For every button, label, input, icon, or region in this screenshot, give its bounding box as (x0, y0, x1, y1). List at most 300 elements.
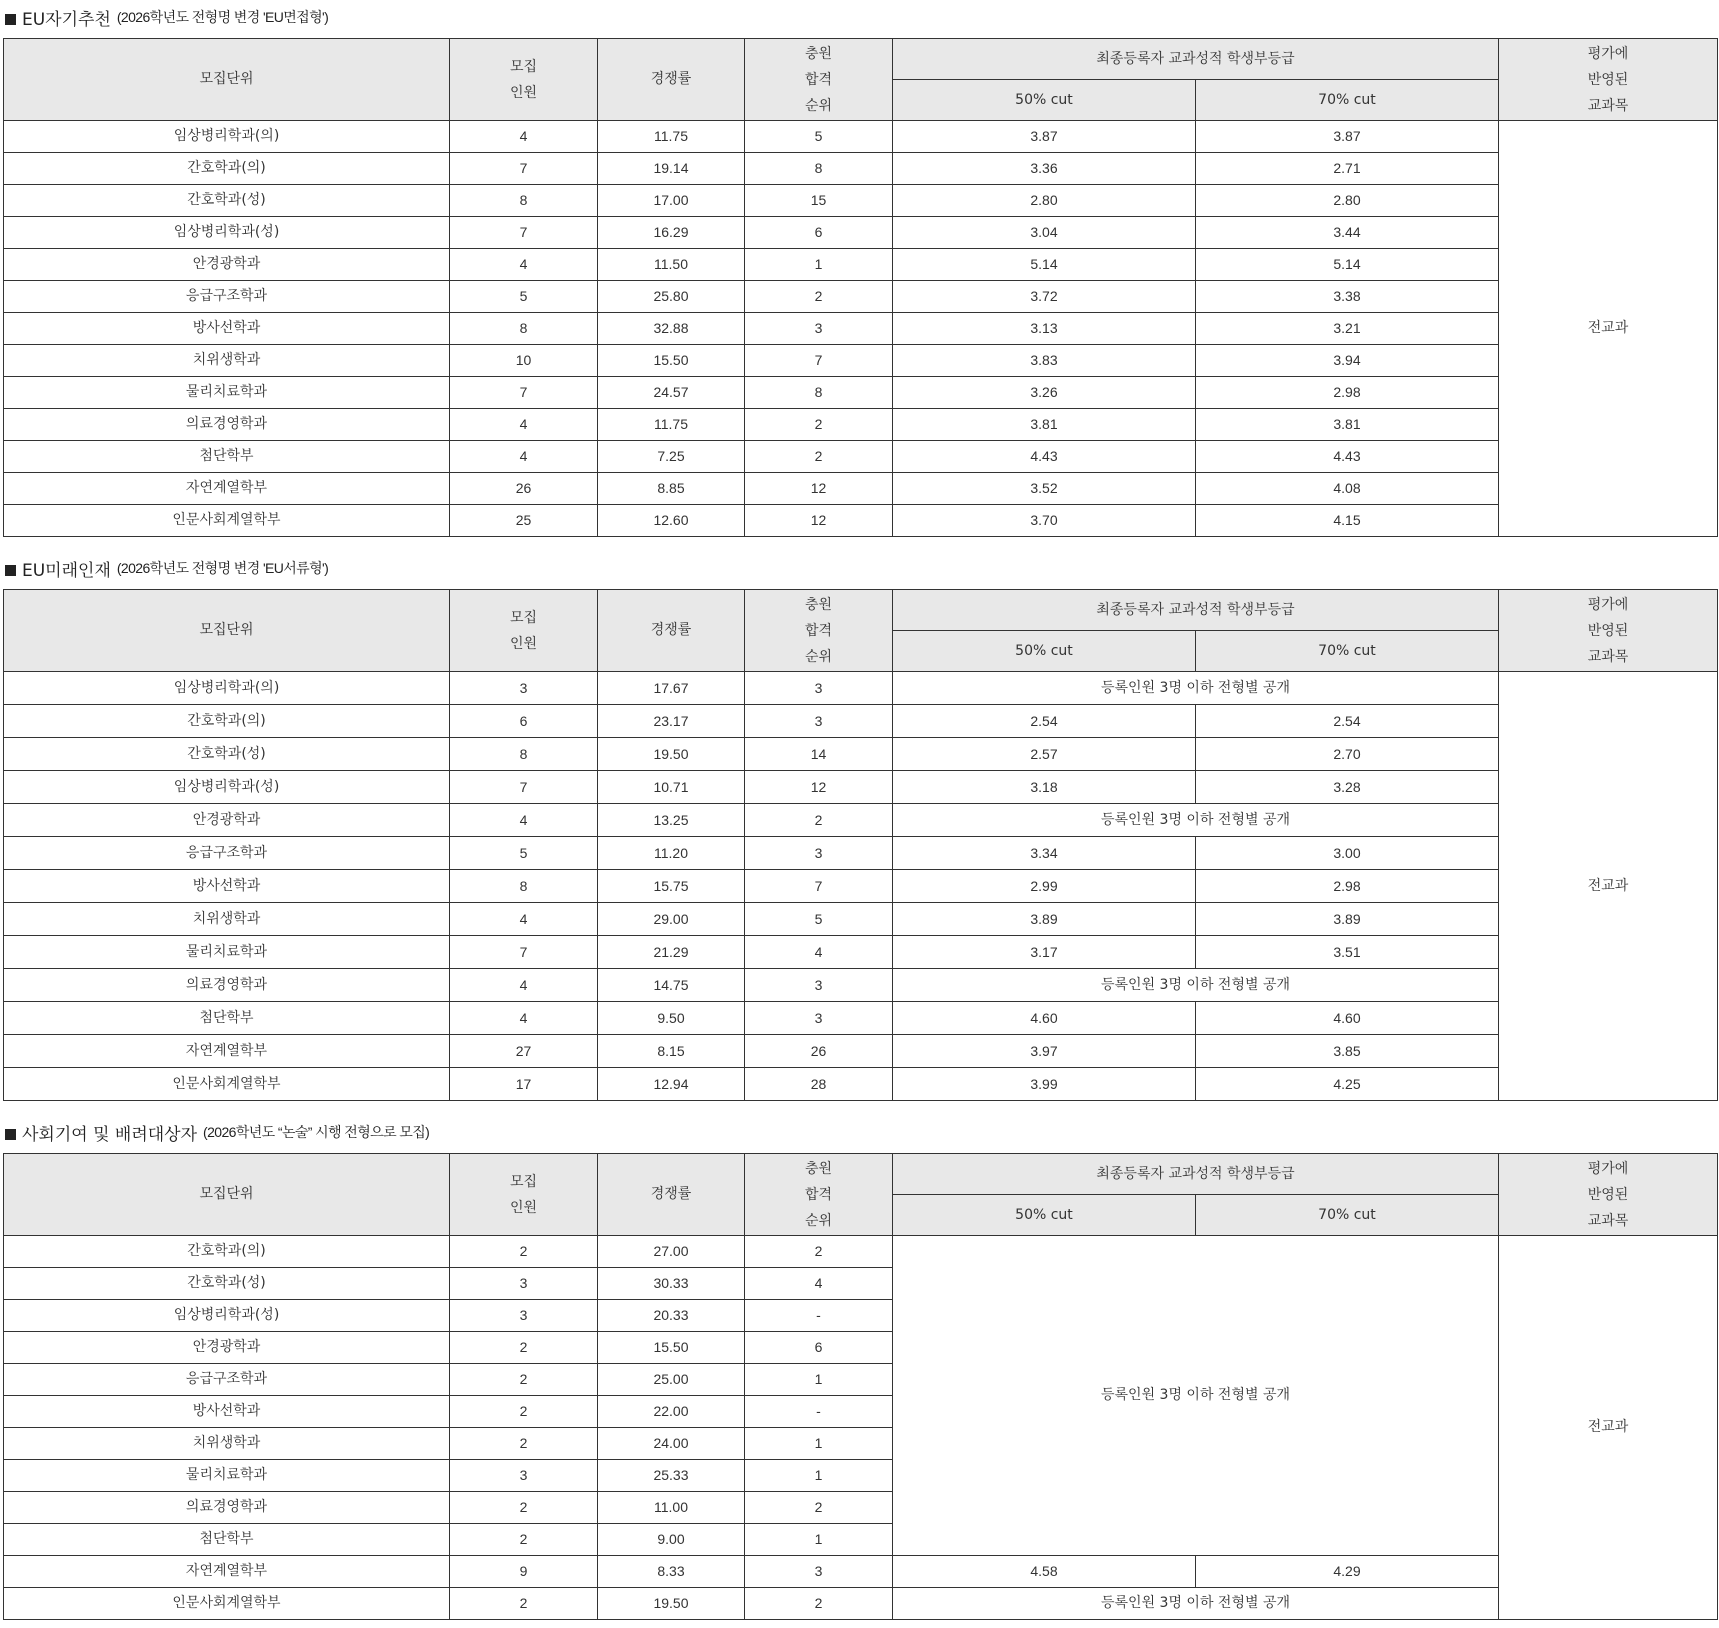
cell-recruit: 4 (450, 249, 598, 281)
header-cut70: 70% cut (1196, 631, 1499, 672)
table-row (4, 473, 1718, 505)
header-rate: 경쟁률 (598, 1154, 745, 1236)
cell-unit: 첨단학부 (4, 1002, 450, 1035)
cell-rate: 12.94 (598, 1068, 745, 1101)
table-row (4, 249, 1718, 281)
cell-recruit: 6 (450, 705, 598, 738)
cell-rank: 1 (745, 1428, 893, 1460)
header-unit: 모집단위 (4, 39, 450, 121)
cell-rate: 16.29 (598, 217, 745, 249)
table-row (4, 870, 1718, 903)
cell-rate: 11.50 (598, 249, 745, 281)
cell-recruit: 4 (450, 121, 598, 153)
cell-unit: 안경광학과 (4, 804, 450, 837)
cell-rate: 8.15 (598, 1035, 745, 1068)
cell-rate: 17.00 (598, 185, 745, 217)
cell-cut70: 3.00 (1196, 837, 1499, 870)
cell-cut70: 2.71 (1196, 153, 1499, 185)
cell-rank: 12 (745, 473, 893, 505)
cell-unit: 안경광학과 (4, 1332, 450, 1364)
cell-cut50: 3.13 (893, 313, 1196, 345)
section-subtitle: (2026학년도 “논술” 시행 전형으로 모집) (203, 1124, 430, 1140)
table-row (4, 738, 1718, 771)
cell-rate: 9.50 (598, 1002, 745, 1035)
header-recruit (450, 1154, 598, 1236)
section-title-text: 사회기여 및 배려대상자 (22, 1124, 198, 1145)
cell-rank: 7 (745, 870, 893, 903)
cell-cut50: 2.57 (893, 738, 1196, 771)
cell-unit: 간호학과(성) (4, 1268, 450, 1300)
cell-rate: 22.00 (598, 1396, 745, 1428)
cell-grade-private: 등록인원 3명 이하 전형별 공개 (893, 969, 1499, 1002)
cell-rate: 27.00 (598, 1236, 745, 1268)
cell-cut50: 4.58 (893, 1556, 1196, 1588)
header-subjects-line: 평가에 (1587, 1160, 1629, 1177)
header-row (4, 590, 1718, 631)
cell-recruit: 7 (450, 377, 598, 409)
cell-cut70: 3.28 (1196, 771, 1499, 804)
cell-unit: 임상병리학과(의) (4, 121, 450, 153)
cell-rank: 1 (745, 1364, 893, 1396)
cell-subjects: 전교과 (1499, 672, 1718, 1101)
cell-cut70: 2.98 (1196, 870, 1499, 903)
table-row (4, 804, 1718, 837)
cell-recruit: 5 (450, 281, 598, 313)
header-unit: 모집단위 (4, 1154, 450, 1236)
cell-rank: 15 (745, 185, 893, 217)
cell-cut50: 3.36 (893, 153, 1196, 185)
cell-rate: 8.33 (598, 1556, 745, 1588)
header-subjects-line: 교과목 (1587, 648, 1629, 665)
cell-recruit: 3 (450, 1268, 598, 1300)
cell-rate: 14.75 (598, 969, 745, 1002)
cell-cut50: 3.83 (893, 345, 1196, 377)
header-grade-group: 최종등록자 교과성적 학생부등급 (893, 1154, 1499, 1195)
cell-rate: 15.75 (598, 870, 745, 903)
header-recruit-line: 모집 (509, 1173, 538, 1190)
header-recruit-line: 인원 (509, 1199, 538, 1216)
cell-recruit: 4 (450, 903, 598, 936)
cell-rank: 2 (745, 1588, 893, 1620)
cell-recruit: 8 (450, 313, 598, 345)
cell-unit: 응급구조학과 (4, 1364, 450, 1396)
cell-cut70: 3.87 (1196, 121, 1499, 153)
header-row (4, 1154, 1718, 1195)
header-waitlist-line: 충원 (804, 45, 833, 62)
cell-rate: 19.14 (598, 153, 745, 185)
header-recruit-line: 모집 (509, 609, 538, 626)
cell-rank: - (745, 1396, 893, 1428)
section-title-text: EU미래인재 (22, 560, 111, 581)
cell-cut70: 3.81 (1196, 409, 1499, 441)
cell-rate: 10.71 (598, 771, 745, 804)
cell-recruit: 2 (450, 1524, 598, 1556)
header-recruit (450, 590, 598, 672)
cell-grade-private: 등록인원 3명 이하 전형별 공개 (893, 1236, 1499, 1556)
cell-unit: 치위생학과 (4, 903, 450, 936)
cell-rate: 15.50 (598, 1332, 745, 1364)
cell-rate: 19.50 (598, 1588, 745, 1620)
cell-recruit: 2 (450, 1428, 598, 1460)
table-row (4, 903, 1718, 936)
cell-rate: 20.33 (598, 1300, 745, 1332)
cell-rank: 3 (745, 313, 893, 345)
cell-unit: 방사선학과 (4, 1396, 450, 1428)
header-rate: 경쟁률 (598, 39, 745, 121)
table-row (4, 281, 1718, 313)
table-row (4, 377, 1718, 409)
cell-cut70: 4.60 (1196, 1002, 1499, 1035)
cell-cut50: 3.89 (893, 903, 1196, 936)
cell-cut70: 3.85 (1196, 1035, 1499, 1068)
cell-rate: 24.57 (598, 377, 745, 409)
cell-rank: 14 (745, 738, 893, 771)
cell-rank: 1 (745, 1460, 893, 1492)
cell-unit: 의료경영학과 (4, 1492, 450, 1524)
cell-recruit: 4 (450, 969, 598, 1002)
cell-cut70: 3.89 (1196, 903, 1499, 936)
cell-recruit: 8 (450, 870, 598, 903)
table-row (4, 1035, 1718, 1068)
cell-rank: 3 (745, 837, 893, 870)
cell-recruit: 8 (450, 738, 598, 771)
header-waitlist (745, 1154, 893, 1236)
cell-cut50: 2.54 (893, 705, 1196, 738)
cell-rate: 30.33 (598, 1268, 745, 1300)
cell-cut70: 3.94 (1196, 345, 1499, 377)
square-bullet-icon (5, 565, 16, 576)
cell-rate: 11.75 (598, 409, 745, 441)
cell-cut70: 5.14 (1196, 249, 1499, 281)
table-row (4, 705, 1718, 738)
header-grade-group: 최종등록자 교과성적 학생부등급 (893, 590, 1499, 631)
cell-cut50: 3.70 (893, 505, 1196, 537)
cell-rank: 8 (745, 153, 893, 185)
table-row (4, 409, 1718, 441)
cell-recruit: 8 (450, 185, 598, 217)
header-waitlist-line: 순위 (804, 1212, 833, 1229)
cell-cut50: 2.80 (893, 185, 1196, 217)
cell-recruit: 2 (450, 1588, 598, 1620)
cell-recruit: 7 (450, 771, 598, 804)
cell-recruit: 2 (450, 1364, 598, 1396)
cell-unit: 인문사회계열학부 (4, 1068, 450, 1101)
cell-rank: 26 (745, 1035, 893, 1068)
cell-rank: 2 (745, 281, 893, 313)
cell-rate: 24.00 (598, 1428, 745, 1460)
cell-rank: 2 (745, 409, 893, 441)
header-subjects-line: 교과목 (1587, 97, 1629, 114)
cell-grade-private: 등록인원 3명 이하 전형별 공개 (893, 672, 1499, 705)
cell-unit: 임상병리학과(성) (4, 771, 450, 804)
cell-unit: 간호학과(의) (4, 153, 450, 185)
cell-cut50: 3.34 (893, 837, 1196, 870)
cell-unit: 임상병리학과(성) (4, 217, 450, 249)
cell-recruit: 4 (450, 441, 598, 473)
cell-rate: 29.00 (598, 903, 745, 936)
cell-rank: 3 (745, 705, 893, 738)
cell-unit: 방사선학과 (4, 313, 450, 345)
cell-rate: 8.85 (598, 473, 745, 505)
cell-rate: 17.67 (598, 672, 745, 705)
cell-unit: 물리치료학과 (4, 1460, 450, 1492)
cell-unit: 임상병리학과(의) (4, 672, 450, 705)
header-subjects-line: 반영된 (1587, 1186, 1629, 1203)
cell-cut70: 4.25 (1196, 1068, 1499, 1101)
header-cut70: 70% cut (1196, 1195, 1499, 1236)
cell-rate: 25.33 (598, 1460, 745, 1492)
cell-recruit: 3 (450, 1460, 598, 1492)
cell-recruit: 9 (450, 1556, 598, 1588)
table-row (4, 1588, 1718, 1620)
header-subjects (1499, 39, 1718, 121)
cell-rank: 12 (745, 505, 893, 537)
cell-rank: 1 (745, 249, 893, 281)
header-subjects-line: 반영된 (1587, 622, 1629, 639)
cell-subjects: 전교과 (1499, 121, 1718, 537)
header-subjects-line: 평가에 (1587, 45, 1629, 62)
cell-unit: 방사선학과 (4, 870, 450, 903)
cell-recruit: 2 (450, 1332, 598, 1364)
cell-unit: 자연계열학부 (4, 1035, 450, 1068)
header-subjects-line: 평가에 (1587, 596, 1629, 613)
cell-unit: 간호학과(성) (4, 738, 450, 771)
header-cut70: 70% cut (1196, 80, 1499, 121)
cell-rank: 2 (745, 441, 893, 473)
cell-rate: 25.00 (598, 1364, 745, 1396)
cell-recruit: 17 (450, 1068, 598, 1101)
table-row (4, 837, 1718, 870)
cell-rate: 19.50 (598, 738, 745, 771)
cell-unit: 물리치료학과 (4, 936, 450, 969)
cell-rank: 2 (745, 804, 893, 837)
cell-recruit: 3 (450, 1300, 598, 1332)
header-row (4, 39, 1718, 80)
header-subjects (1499, 1154, 1718, 1236)
section-title (3, 2, 1716, 32)
cell-rate: 32.88 (598, 313, 745, 345)
cell-rank: 4 (745, 936, 893, 969)
cell-cut50: 3.04 (893, 217, 1196, 249)
cell-rank: 5 (745, 903, 893, 936)
table-row (4, 441, 1718, 473)
table-row (4, 1556, 1718, 1588)
table-row (4, 313, 1718, 345)
header-grade-group: 최종등록자 교과성적 학생부등급 (893, 39, 1499, 80)
table-row (4, 345, 1718, 377)
cell-recruit: 7 (450, 936, 598, 969)
cell-unit: 의료경영학과 (4, 409, 450, 441)
cell-rate: 11.75 (598, 121, 745, 153)
cell-cut70: 2.70 (1196, 738, 1499, 771)
cell-unit: 인문사회계열학부 (4, 505, 450, 537)
section-subtitle: (2026학년도 전형명 변경 'EU면접형') (116, 9, 329, 25)
header-waitlist-line: 순위 (804, 97, 833, 114)
cell-recruit: 2 (450, 1236, 598, 1268)
header-waitlist-line: 충원 (804, 1160, 833, 1177)
cell-cut70: 2.54 (1196, 705, 1499, 738)
cell-recruit: 10 (450, 345, 598, 377)
cell-rank: 3 (745, 969, 893, 1002)
cell-cut70: 2.98 (1196, 377, 1499, 409)
cell-recruit: 7 (450, 153, 598, 185)
header-waitlist-line: 합격 (804, 622, 833, 639)
cell-unit: 간호학과(의) (4, 1236, 450, 1268)
header-subjects-line: 반영된 (1587, 71, 1629, 88)
table-row (4, 121, 1718, 153)
cell-rate: 15.50 (598, 345, 745, 377)
section-title (3, 1117, 1716, 1147)
cell-cut70: 4.29 (1196, 1556, 1499, 1588)
cell-rank: 1 (745, 1524, 893, 1556)
table-row (4, 969, 1718, 1002)
cell-recruit: 27 (450, 1035, 598, 1068)
cell-cut50: 3.52 (893, 473, 1196, 505)
cell-rate: 9.00 (598, 1524, 745, 1556)
cell-cut50: 3.18 (893, 771, 1196, 804)
cell-rank: 8 (745, 377, 893, 409)
header-waitlist-line: 순위 (804, 648, 833, 665)
cell-recruit: 26 (450, 473, 598, 505)
cell-cut50: 3.17 (893, 936, 1196, 969)
cell-recruit: 25 (450, 505, 598, 537)
cell-recruit: 4 (450, 804, 598, 837)
table-row (4, 505, 1718, 537)
header-cut50: 50% cut (893, 1195, 1196, 1236)
cell-rank: - (745, 1300, 893, 1332)
table-row (4, 771, 1718, 804)
cell-rank: 4 (745, 1268, 893, 1300)
cell-rank: 3 (745, 672, 893, 705)
table-row (4, 672, 1718, 705)
table-row (4, 1068, 1718, 1101)
cell-rank: 7 (745, 345, 893, 377)
cell-cut70: 3.44 (1196, 217, 1499, 249)
cell-unit: 간호학과(성) (4, 185, 450, 217)
cell-cut50: 3.87 (893, 121, 1196, 153)
table-row (4, 936, 1718, 969)
cell-unit: 응급구조학과 (4, 837, 450, 870)
cell-rate: 12.60 (598, 505, 745, 537)
cell-subjects: 전교과 (1499, 1236, 1718, 1620)
cell-rank: 12 (745, 771, 893, 804)
cell-recruit: 7 (450, 217, 598, 249)
cell-unit: 첨단학부 (4, 1524, 450, 1556)
cell-rank: 2 (745, 1236, 893, 1268)
cell-unit: 안경광학과 (4, 249, 450, 281)
cell-cut70: 4.08 (1196, 473, 1499, 505)
cell-rate: 11.00 (598, 1492, 745, 1524)
header-cut50: 50% cut (893, 80, 1196, 121)
header-subjects-line: 교과목 (1587, 1212, 1629, 1229)
table-row (4, 1236, 1718, 1268)
cell-cut70: 3.21 (1196, 313, 1499, 345)
cell-cut70: 3.51 (1196, 936, 1499, 969)
header-waitlist-line: 합격 (804, 71, 833, 88)
cell-cut50: 5.14 (893, 249, 1196, 281)
header-waitlist-line: 합격 (804, 1186, 833, 1203)
cell-cut50: 4.43 (893, 441, 1196, 473)
cell-rate: 13.25 (598, 804, 745, 837)
cell-unit: 간호학과(의) (4, 705, 450, 738)
cell-rate: 21.29 (598, 936, 745, 969)
header-recruit-line: 인원 (509, 635, 538, 652)
cell-cut50: 3.72 (893, 281, 1196, 313)
cell-rank: 3 (745, 1556, 893, 1588)
cell-cut50: 3.26 (893, 377, 1196, 409)
header-recruit-line: 모집 (509, 58, 538, 75)
cell-recruit: 2 (450, 1396, 598, 1428)
header-rate: 경쟁률 (598, 590, 745, 672)
cell-unit: 물리치료학과 (4, 377, 450, 409)
header-waitlist (745, 590, 893, 672)
header-cut50: 50% cut (893, 631, 1196, 672)
cell-unit: 의료경영학과 (4, 969, 450, 1002)
admission-table (3, 1153, 1718, 1620)
cell-rate: 11.20 (598, 837, 745, 870)
square-bullet-icon (5, 14, 16, 25)
cell-recruit: 3 (450, 672, 598, 705)
table-row (4, 1002, 1718, 1035)
cell-unit: 치위생학과 (4, 345, 450, 377)
cell-unit: 응급구조학과 (4, 281, 450, 313)
cell-cut70: 4.43 (1196, 441, 1499, 473)
table-row (4, 217, 1718, 249)
cell-cut50: 2.99 (893, 870, 1196, 903)
table-row (4, 153, 1718, 185)
section-title (3, 553, 1716, 583)
cell-cut70: 3.38 (1196, 281, 1499, 313)
cell-rank: 6 (745, 217, 893, 249)
square-bullet-icon (5, 1129, 16, 1140)
cell-unit: 인문사회계열학부 (4, 1588, 450, 1620)
cell-cut50: 3.97 (893, 1035, 1196, 1068)
cell-rank: 6 (745, 1332, 893, 1364)
cell-cut50: 4.60 (893, 1002, 1196, 1035)
header-subjects (1499, 590, 1718, 672)
cell-rank: 28 (745, 1068, 893, 1101)
cell-unit: 임상병리학과(성) (4, 1300, 450, 1332)
cell-recruit: 5 (450, 837, 598, 870)
cell-cut50: 3.99 (893, 1068, 1196, 1101)
cell-cut70: 2.80 (1196, 185, 1499, 217)
cell-recruit: 4 (450, 1002, 598, 1035)
admission-table (3, 589, 1718, 1101)
cell-grade-private: 등록인원 3명 이하 전형별 공개 (893, 804, 1499, 837)
header-recruit (450, 39, 598, 121)
table-row (4, 185, 1718, 217)
cell-unit: 치위생학과 (4, 1428, 450, 1460)
cell-unit: 자연계열학부 (4, 473, 450, 505)
cell-cut50: 3.81 (893, 409, 1196, 441)
cell-recruit: 4 (450, 409, 598, 441)
page-root (0, 2, 1719, 1620)
cell-rank: 2 (745, 1492, 893, 1524)
cell-cut70: 4.15 (1196, 505, 1499, 537)
cell-rank: 5 (745, 121, 893, 153)
cell-recruit: 2 (450, 1492, 598, 1524)
header-unit: 모집단위 (4, 590, 450, 672)
cell-rank: 3 (745, 1002, 893, 1035)
cell-rate: 7.25 (598, 441, 745, 473)
section-subtitle: (2026학년도 전형명 변경 'EU서류형') (116, 560, 329, 576)
cell-rate: 25.80 (598, 281, 745, 313)
admission-table (3, 38, 1718, 537)
header-waitlist (745, 39, 893, 121)
cell-unit: 자연계열학부 (4, 1556, 450, 1588)
header-recruit-line: 인원 (509, 84, 538, 101)
header-waitlist-line: 충원 (804, 596, 833, 613)
